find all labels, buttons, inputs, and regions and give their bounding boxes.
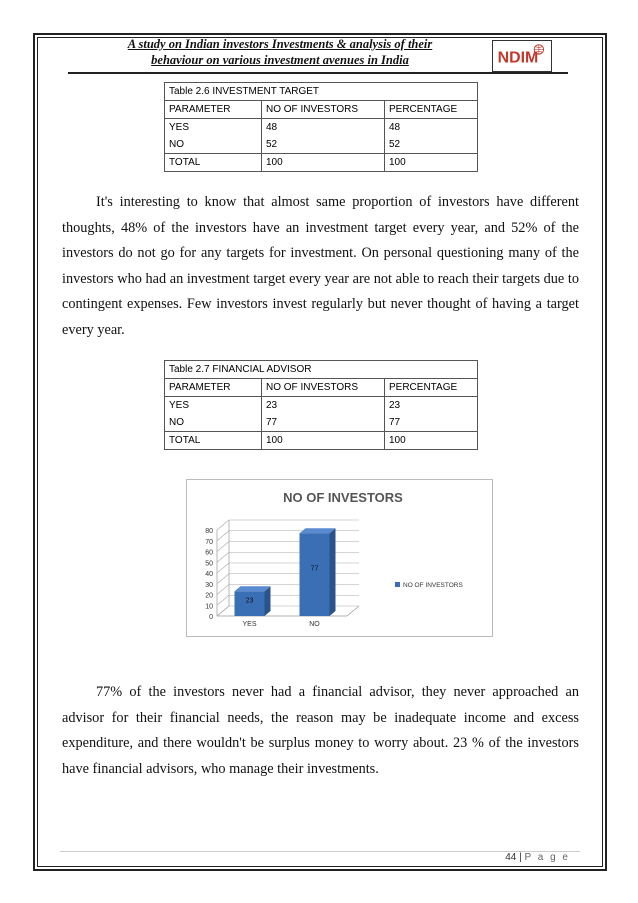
page-footer bbox=[505, 852, 570, 863]
ndim-logo-graphic bbox=[493, 41, 551, 71]
table-cell: YES bbox=[165, 119, 262, 137]
table-total-cell: 100 bbox=[385, 432, 478, 450]
chart-legend-swatch bbox=[395, 582, 400, 587]
table-total-cell: 100 bbox=[262, 432, 385, 450]
chart-gridline-side bbox=[217, 520, 229, 530]
chart-data-label: 77 bbox=[310, 565, 319, 573]
chart-gridline-side bbox=[217, 542, 229, 552]
financial-advisor-table bbox=[164, 360, 478, 450]
chart-y-tick-label: 80 bbox=[205, 528, 213, 535]
chart-y-tick-label: 60 bbox=[205, 549, 213, 557]
column-header: NO OF INVESTORS bbox=[262, 101, 385, 119]
table-total-cell: 100 bbox=[262, 154, 385, 172]
running-header bbox=[70, 36, 490, 68]
table-cell: 77 bbox=[262, 414, 385, 432]
table-cell: 23 bbox=[262, 397, 385, 415]
page-number: 44 bbox=[505, 852, 517, 863]
column-header: PERCENTAGE bbox=[385, 379, 478, 397]
table-caption: Table 2.6 INVESTMENT TARGET bbox=[165, 83, 478, 101]
investment-target-table bbox=[164, 82, 478, 172]
table-cell: NO bbox=[165, 414, 262, 432]
table-caption: Table 2.7 FINANCIAL ADVISOR bbox=[165, 361, 478, 379]
chart-gridline-side bbox=[217, 606, 229, 616]
table-cell: YES bbox=[165, 397, 262, 415]
column-header: PARAMETER bbox=[165, 379, 262, 397]
chart-title: NO OF INVESTORS bbox=[283, 490, 403, 505]
header-rule bbox=[68, 72, 568, 74]
chart-y-tick-label: 70 bbox=[205, 538, 213, 546]
table-cell: 48 bbox=[385, 119, 478, 137]
column-header: PERCENTAGE bbox=[385, 101, 478, 119]
chart-y-tick-label: 20 bbox=[205, 592, 213, 600]
chart-legend-label: NO OF INVESTORS bbox=[403, 582, 463, 589]
table-total-cell: TOTAL bbox=[165, 432, 262, 450]
chart-data-label: 23 bbox=[245, 597, 254, 605]
chart-bar bbox=[300, 533, 330, 616]
chart-gridline-side bbox=[217, 563, 229, 573]
chart-svg bbox=[187, 480, 492, 636]
header-title-line2: behaviour on various investment avenues in India bbox=[151, 53, 409, 67]
chart-y-tick-label: 30 bbox=[205, 581, 213, 589]
chart-gridline-side bbox=[217, 595, 229, 605]
paragraph-text: 77% of the investors never had a financial advisor, they never approached an advisor for their financial needs, the reason may be inadequate income and excess expenditure, and there wouldn't be surplus money to worry about. 23 % of the investors have financial advisors, who manage their investments. bbox=[62, 684, 579, 777]
paragraph-text: It's interesting to know that almost same proportion of investors have different thoughts, 48% of the investors have an investment target every year, and 52% of the investors do not go for any targets for investment. On personal questioning many of the investors who had an investment target every year are not able to reach their targets due to contingent expenses. Few investors invest regularly but never thought of having a target every year. bbox=[62, 194, 579, 338]
chart-x-tick-label: NO bbox=[309, 621, 320, 628]
footer-separator: | bbox=[519, 852, 522, 863]
chart-floor-right bbox=[347, 606, 359, 616]
chart-y-tick-label: 0 bbox=[209, 614, 213, 621]
chart-bar-top bbox=[300, 528, 336, 533]
table-cell: 48 bbox=[262, 119, 385, 137]
footer-rule bbox=[60, 851, 580, 852]
ndim-logo bbox=[492, 40, 552, 72]
chart-gridline-side bbox=[217, 585, 229, 595]
page-label: P a g e bbox=[524, 852, 570, 863]
paragraph-investment-target bbox=[62, 190, 579, 343]
chart-gridline-side bbox=[217, 531, 229, 541]
chart-y-tick-label: 40 bbox=[205, 571, 213, 578]
table-cell: 52 bbox=[262, 136, 385, 154]
chart-bar-side bbox=[265, 586, 271, 616]
chart-bar-side bbox=[330, 528, 336, 616]
chart-y-tick-label: 50 bbox=[205, 560, 213, 568]
table-cell: 77 bbox=[385, 414, 478, 432]
chart-x-tick-label: YES bbox=[242, 621, 257, 628]
table-total-cell: 100 bbox=[385, 154, 478, 172]
chart-y-tick-label: 10 bbox=[205, 603, 213, 611]
table-cell: NO bbox=[165, 136, 262, 154]
paragraph-financial-advisor bbox=[62, 680, 579, 782]
table-cell: 52 bbox=[385, 136, 478, 154]
header-title-line1: A study on Indian investors Investments & analysis of their bbox=[127, 37, 433, 51]
table-cell: 23 bbox=[385, 397, 478, 415]
investors-bar-chart bbox=[186, 479, 493, 637]
column-header: PARAMETER bbox=[165, 101, 262, 119]
logo-text: NDIM bbox=[497, 49, 539, 67]
chart-gridline-side bbox=[217, 552, 229, 562]
column-header: NO OF INVESTORS bbox=[262, 379, 385, 397]
chart-bar-top bbox=[235, 586, 271, 591]
table-total-cell: TOTAL bbox=[165, 154, 262, 172]
chart-gridline-side bbox=[217, 574, 229, 584]
